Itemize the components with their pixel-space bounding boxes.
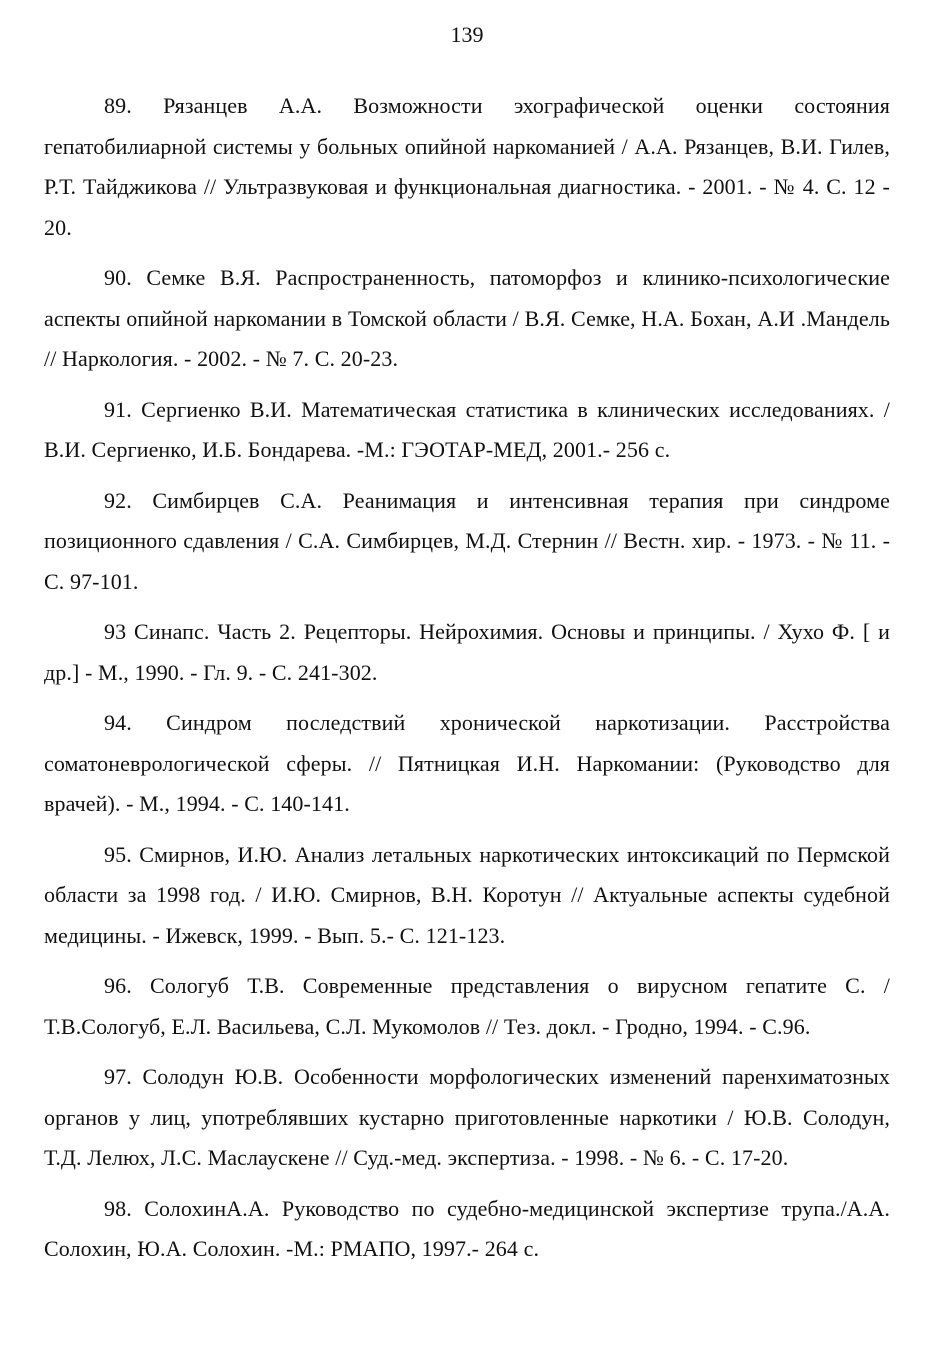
reference-item-89: 89. Рязанцев А.А. Возможности эхографической оценки состояния гепатобилиарной системы у больных опийной наркоманией / А.А. Рязанцев, В.И. Гилев, Р.Т. Тайджикова // Ультразвуковая и функциональная диагностика. - 2001. - № 4. С. 12 - 20. bbox=[44, 93, 890, 240]
reference-item-91: 91. Сергиенко В.И. Математическая статистика в клинических исследованиях. / В.И. Сергиенко, И.Б. Бондарева. -М.: ГЭОТАР-МЕД, 2001.- 256 с. bbox=[44, 396, 890, 462]
reference-item-93: 93 Синапс. Часть 2. Рецепторы. Нейрохимия. Основы и принципы. / Хухо Ф. [ и др.] - М., 1990. - Гл. 9. - С. 241-302. bbox=[44, 619, 890, 685]
reference-item-98: 98. СолохинА.А. Руководство по судебно-медицинской экспертизе трупа./А.А. Солохин, Ю.А. Солохин. -М.: РМАПО, 1997.- 264 с. bbox=[44, 1195, 890, 1261]
page-number: 139 bbox=[450, 22, 484, 47]
reference-item-94: 94. Синдром последствий хронической наркотизации. Расстройства соматоневрологической сферы. // Пятницкая И.Н. Наркомании: (Руководство для врачей). - М., 1994. - С. 140-141. bbox=[44, 710, 890, 816]
reference-item-96: 96. Сологуб Т.В. Современные представления о вирусном гепатите С. / Т.В.Сологуб, Е.Л. Васильева, С.Л. Мукомолов // Тез. докл. - Гродно, 1994. - С.96. bbox=[44, 973, 890, 1039]
reference-item-90: 90. Семке В.Я. Распространенность, патоморфоз и клинико-психологические аспекты опийной наркомании в Томской области / В.Я. Семке, Н.А. Бохан, А.И .Мандель // Наркология. - 2002. - № 7. С. 20-23. bbox=[44, 265, 890, 371]
reference-item-92: 92. Симбирцев С.А. Реанимация и интенсивная терапия при синдроме позиционного сдавления / С.А. Симбирцев, М.Д. Стернин // Вестн. хир. - 1973. - № 11. - С. 97-101. bbox=[44, 487, 890, 594]
reference-item-95: 95. Смирнов, И.Ю. Анализ летальных наркотических интоксикаций по Пермской области за 1998 год. / И.Ю. Смирнов, В.Н. Коротун // Актуальные аспекты судебной медицины. - Ижевск, 1999. - Вып. 5.- С. 121-123. bbox=[44, 841, 890, 948]
reference-list bbox=[44, 86, 890, 1280]
reference-item-97: 97. Солодун Ю.В. Особенности морфологических изменений паренхиматозных органов у лиц, употреблявших кустарно приготовленные наркотики / Ю.В. Солодун, Т.Д. Лелюх, Л.С. Маслаускене // Суд.-мед. экспертиза. - 1998. - № 6. - С. 17-20. bbox=[44, 1064, 890, 1170]
